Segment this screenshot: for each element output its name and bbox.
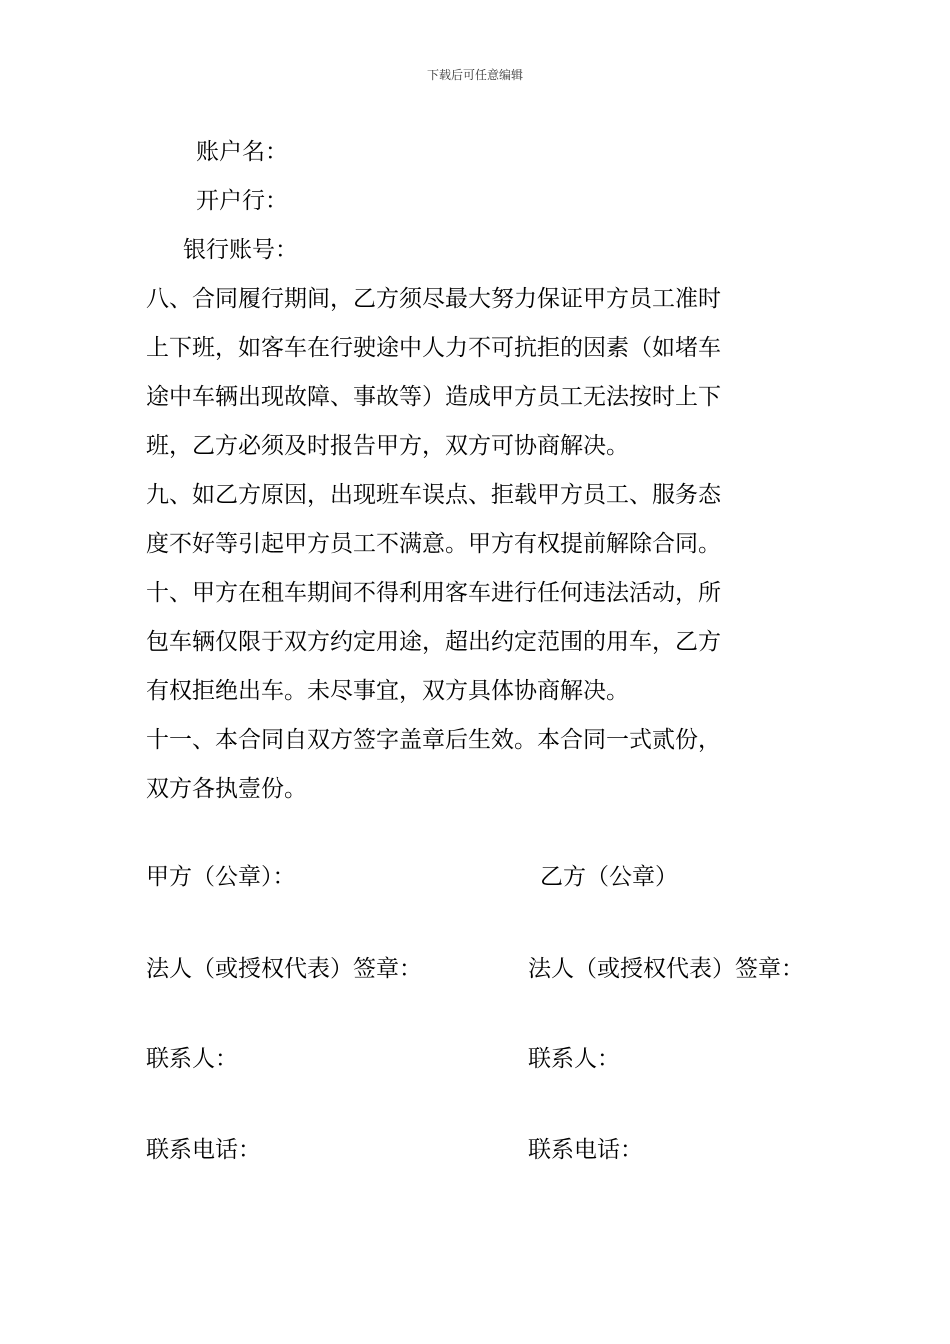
clause-line: 包车辆仅限于双方约定用途，超出约定范围的用车，乙方 <box>146 629 721 655</box>
bank-label: 开户行： <box>196 188 288 214</box>
account-number-label: 银行账号： <box>183 237 298 263</box>
clause-9 <box>146 471 810 569</box>
party-a-legal-label: 法人（或授权代表）签章： <box>146 956 422 982</box>
clause-10 <box>146 569 810 716</box>
clause-line: 有权拒绝出车。未尽事宜，双方具体协商解决。 <box>146 678 629 704</box>
clause-line: 度不好等引起甲方员工不满意。甲方有权提前解除合同。 <box>146 531 721 557</box>
clause-line: 十、甲方在租车期间不得利用客车进行任何违法活动，所 <box>146 580 721 606</box>
clause-line: 班，乙方必须及时报告甲方，双方可协商解决。 <box>146 433 629 459</box>
document-body <box>146 128 810 814</box>
party-b-phone-label: 联系电话： <box>528 1137 643 1163</box>
party-a-seal-label: 甲方（公章）： <box>146 864 296 890</box>
clause-line: 双方各执壹份。 <box>146 776 307 802</box>
page-header: 下载后可任意编辑 <box>426 68 523 82</box>
clause-11 <box>146 716 810 814</box>
clause-line: 十一、本合同自双方签字盖章后生效。本合同一式贰份， <box>146 727 721 753</box>
clause-line: 途中车辆出现故障、事故等）造成甲方员工无法按时上下 <box>146 384 721 410</box>
clause-line: 九、如乙方原因，出现班车误点、拒载甲方员工、服务态 <box>146 482 721 508</box>
clause-line: 上下班，如客车在行驶途中人力不可抗拒的因素（如堵车 <box>146 335 721 361</box>
party-b-contact-label: 联系人： <box>528 1046 620 1072</box>
party-b-seal-label: 乙方（公章） <box>540 864 678 890</box>
account-name-label: 账户名： <box>196 139 288 165</box>
party-a-phone-label: 联系电话： <box>146 1137 261 1163</box>
party-b-legal-label: 法人（或授权代表）签章： <box>528 956 804 982</box>
party-a-contact-label: 联系人： <box>146 1046 238 1072</box>
clause-8 <box>146 275 810 471</box>
clause-line: 八、合同履行期间，乙方须尽最大努力保证甲方员工准时 <box>146 286 721 312</box>
